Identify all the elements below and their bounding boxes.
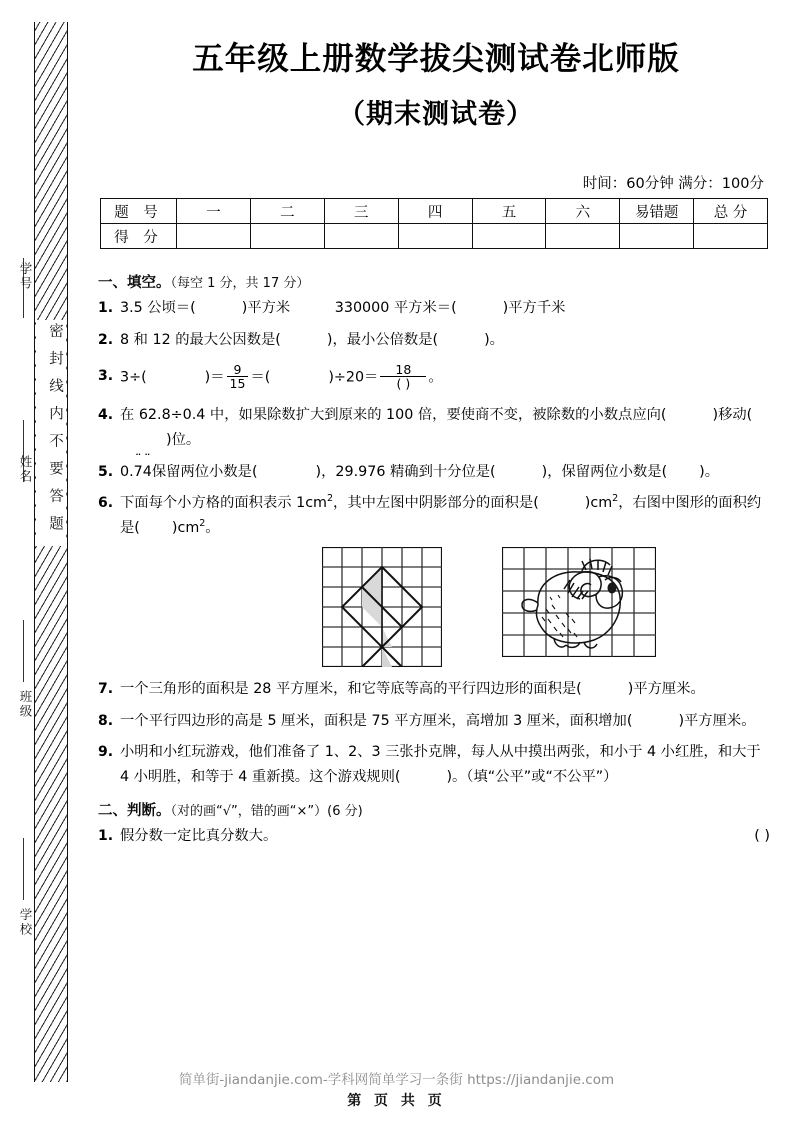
- q6-text-e: )cm: [171, 519, 200, 536]
- question-8-number: 8.: [98, 712, 114, 729]
- score-cell-total[interactable]: [694, 224, 768, 249]
- q3-frac2-numerator: 18: [395, 362, 412, 378]
- question-6-figures: [98, 547, 770, 667]
- field-label-school: 学校: [18, 908, 33, 937]
- q3-frac1-denominator: 15: [227, 376, 249, 390]
- q6-text-b: ，其中左图中阴影部分的面积是(: [333, 495, 539, 512]
- col-header-2: 二: [250, 199, 324, 224]
- seal-hatch-band: [34, 22, 68, 1082]
- score-cell-5[interactable]: [472, 224, 546, 249]
- q2-text-a: 8 和 12 的最大公因数是(: [120, 331, 281, 348]
- sealing-margin: [0, 0, 96, 1122]
- q4-text-c: )位。: [166, 431, 201, 448]
- question-5-number: 5.: [98, 463, 114, 480]
- section-heading-fill-in-blank: [98, 271, 770, 292]
- ram-drawing-grid-figure: [502, 547, 656, 667]
- q9-text-b: )。（填“公平”或“不公平”）: [446, 769, 618, 786]
- col-header-4: 四: [398, 199, 472, 224]
- q5-decimal-prefix: 0.: [120, 463, 134, 480]
- q3-fraction-18-blank: [380, 363, 426, 390]
- q3-text-b: )＝: [204, 369, 225, 386]
- question-1-number: 1.: [98, 300, 114, 316]
- exam-meta: 时间：60分钟 满分：100分: [582, 176, 764, 192]
- q5-repeat-digit-4: ¨ 4: [143, 460, 152, 485]
- q3-text-c: ＝(: [250, 369, 271, 386]
- col-header-1: 一: [177, 199, 251, 224]
- row-label-score: 得 分: [101, 224, 177, 249]
- score-cell-1[interactable]: [177, 224, 251, 249]
- page-title: 五年级上册数学拔尖测试卷北师版: [192, 41, 680, 77]
- q6-text-d: ，右图中图形的面积约是(: [120, 495, 762, 536]
- field-label-student-id: 学号: [18, 262, 33, 291]
- question-7: [98, 677, 770, 702]
- q7-text-b: )平方厘米。: [627, 681, 705, 698]
- q3-text-e: 。: [428, 369, 443, 386]
- score-table: [100, 198, 768, 249]
- question-9: [98, 740, 770, 789]
- s2-question-1-number: 1.: [98, 827, 114, 844]
- q6-text-c: )cm: [584, 495, 613, 512]
- q6-text-f: 。: [205, 519, 220, 536]
- question-3: [98, 364, 770, 391]
- q9-text-a: 小明和小红玩游戏，他们准备了 1、2、3 三张扑克牌，每人从中摸出两张，和小于 4 小红胜，和大于 4 小明胜，和等于 4 重新摸。这个游戏规则(: [120, 744, 761, 786]
- table-row-scores: [101, 224, 768, 249]
- q6-sup-3: 2: [199, 517, 206, 529]
- section-2-title: 二、判断。: [98, 802, 171, 819]
- q3-text-d: )÷20＝: [328, 369, 379, 386]
- q3-frac2-denominator[interactable]: ( ): [380, 376, 426, 390]
- q1-text-a: 3.5 公顷＝(: [120, 300, 196, 316]
- question-2-number: 2.: [98, 331, 114, 348]
- section-1-note: （每空 1 分，共 17 分）: [170, 276, 310, 291]
- col-header-3: 三: [324, 199, 398, 224]
- question-2: [98, 328, 770, 353]
- q3-fraction-9-15: [227, 363, 249, 390]
- shaded-diamond-grid-figure: [322, 547, 442, 667]
- page-subtitle: （期末测试卷）: [338, 99, 534, 130]
- q6-text-a: 下面每个小方格的面积表示 1cm: [120, 495, 327, 512]
- question-8: [98, 709, 770, 734]
- question-6: [98, 491, 770, 540]
- col-header-total: 总 分: [694, 199, 768, 224]
- q4-text-a: 在 62.8÷0.4 中，如果除数扩大到原来的 100 倍，要使商不变，被除数的小数点应向(: [120, 407, 667, 424]
- col-header-error-prone: 易错题: [620, 199, 694, 224]
- q6-sup-1: 2: [327, 493, 334, 505]
- q5-text-b: )，29.976 精确到十分位是(: [315, 463, 496, 480]
- q8-text-a: 一个平行四边形的高是 5 厘米，面积是 75 平方厘米，高增加 3 厘米，面积增加(: [120, 712, 633, 729]
- table-row-headers: [101, 199, 768, 224]
- field-label-class: 班级: [18, 690, 33, 719]
- q1-text-c: 330000 平方米＝(: [334, 300, 457, 316]
- class-rule: [23, 620, 24, 682]
- col-header-5: 五: [472, 199, 546, 224]
- question-4-number: 4.: [98, 407, 114, 424]
- q2-text-b: )，最小公倍数是(: [326, 331, 439, 348]
- question-6-number: 6.: [98, 495, 114, 512]
- row-label-question-no: 题 号: [101, 199, 177, 224]
- section-1-title: 一、填空。: [98, 275, 171, 291]
- q5-text-a: 保留两位小数是(: [151, 463, 258, 480]
- score-cell-3[interactable]: [324, 224, 398, 249]
- q5-text-d: )。: [699, 463, 720, 480]
- score-cell-2[interactable]: [250, 224, 324, 249]
- section-heading-true-false: [98, 799, 770, 820]
- q3-frac1-numerator: 9: [233, 362, 242, 378]
- section2-question-1: [98, 824, 770, 849]
- field-label-name: 姓名: [18, 455, 33, 484]
- q5-text-c: )，保留两位小数是(: [541, 463, 668, 480]
- question-9-number: 9.: [98, 744, 114, 761]
- section-2-note: （对的画“√”，错的画“×”）(6 分): [170, 803, 363, 819]
- q7-text-a: 一个三角形的面积是 28 平方厘米，和它等底等高的平行四边形的面积是(: [120, 681, 582, 698]
- question-3-number: 3.: [98, 368, 114, 385]
- q4-text-b: )移动(: [712, 407, 753, 424]
- question-4: [98, 403, 770, 452]
- question-7-number: 7.: [98, 681, 114, 698]
- col-header-6: 六: [546, 199, 620, 224]
- score-cell-error-prone[interactable]: [620, 224, 694, 249]
- s2-question-1-answer-bracket[interactable]: ( ): [754, 827, 770, 844]
- q3-text-a: 3÷(: [120, 369, 147, 386]
- site-watermark: 简单街-jiandanjie.com-学科网简单学习一条街 https://jiandanjie.com: [178, 1072, 615, 1088]
- page-number-footer: 第 页 共 页: [347, 1093, 446, 1109]
- question-5: [98, 460, 770, 485]
- q1-text-d: )平方千米: [502, 300, 566, 316]
- s2-question-1-text: 假分数一定比真分数大。: [120, 827, 278, 844]
- q8-text-b: )平方厘米。: [678, 712, 756, 729]
- q1-text-b: )平方米: [241, 300, 291, 316]
- score-cell-4[interactable]: [398, 224, 472, 249]
- score-cell-6[interactable]: [546, 224, 620, 249]
- q2-text-c: )。: [484, 331, 504, 348]
- school-rule: [23, 838, 24, 900]
- seal-line-text: 密封线内不要答题: [36, 320, 66, 546]
- exam-body: [98, 262, 770, 855]
- question-1: [98, 296, 770, 321]
- q6-sup-2: 2: [612, 493, 619, 505]
- q5-repeat-digit-7: ¨ 7: [134, 460, 143, 485]
